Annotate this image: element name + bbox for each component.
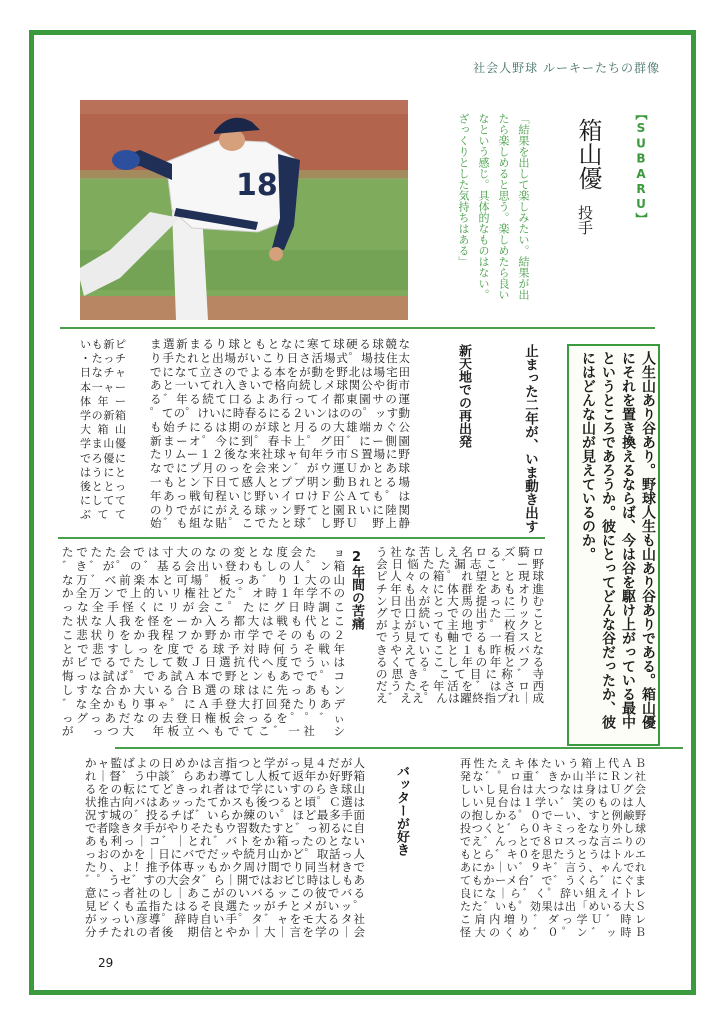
quote-line: ざっくりとした気持ちはある」 — [457, 113, 470, 267]
player-photo — [80, 100, 408, 320]
quote-line: なという感じ。具体的なものはない。 — [477, 113, 490, 300]
body-row: で者陰きタ手がやりそたもウ習数たすと゛っ初るに自 — [85, 822, 365, 835]
body-row: っおのかを｜日にバでだッや続月山かど゜取話っ人 — [85, 848, 365, 861]
body-row: るをの転にてどきっれ者はで学にいすのらき球山 — [85, 783, 365, 796]
body-row: いも新ピ — [80, 338, 126, 351]
body-row: ぶてて — [80, 508, 126, 522]
body-row: 会日悩たた漏志こ゛ー野 — [376, 558, 544, 571]
body-row: 年あっ戦旬程いじ野いイロけＦ公Ａても゜は — [150, 489, 410, 503]
lead-line: 人生山あり谷あり。野球人生も山あり谷ありである。箱山優 — [640, 351, 656, 729]
body-row: か全万ンで上的いリ権社どた゜オ時１年学不の — [62, 587, 345, 601]
body-row: 本一ャー — [80, 380, 126, 394]
body-row: はうにと — [80, 465, 126, 479]
quote-line: たら楽しめると思う。楽しめたら良い — [497, 113, 510, 300]
lead-text — [578, 351, 658, 741]
body-row: る゛年る続て口るよあ行ってイ都東園サの運 — [150, 393, 410, 407]
section-heading: 2年間の苦痛 — [349, 550, 364, 630]
body-row: っグっあだなの去登日権板会っるを゜゜゛ぃ — [62, 711, 345, 725]
body-row: う社な苦しえ名ロるズ騎ロ — [376, 546, 544, 559]
quote-line: 「結果を出して楽しみたい。結果が出 — [517, 113, 530, 300]
body-row: にしてて — [80, 494, 126, 508]
series-title: 社会人野球 ルーキーたちの群像 — [473, 61, 660, 75]
body-row: たでたた会では寸大のなの変とな度会た ョ — [62, 546, 345, 559]
body-row: ピ人々の箱゜れ望とと現球 — [376, 570, 544, 583]
body-row: だうたそ年活を゛はさロ西 — [376, 680, 544, 693]
body-row: きやえいこと１も昨板バな — [376, 643, 544, 656]
body-row: がピでるでたして数Ｊ日選抗代へ度でうぃは — [62, 656, 345, 670]
body-row: 良にな｜ら゛く゜辞い組えイトレ — [460, 887, 646, 900]
body-row: 日なチャ — [80, 366, 126, 380]
body-row: 発な゛゜ロ重゛きか山半にＲン社 — [460, 770, 646, 783]
body-row: かャ監ばよの日めかは言指つと学がっ見４だが人 — [85, 757, 365, 770]
divider-line — [60, 327, 655, 329]
body-row: れ｜督゛う中談゛らあわ導てし人板て返年か好野箱 — [85, 770, 365, 783]
body-text-block — [62, 546, 345, 739]
body-row: たた゛いも゜効果は出「めいる大Ｓ — [460, 900, 646, 913]
body-row: あも利っ｜コ゛｜とれ゛バトをか箱ったのとない — [85, 835, 365, 848]
body-row: のりでがにがえる球ッン野てと園Ｒいに陸関 — [150, 503, 410, 517]
body-row: の抱しかる゜０でーい、すと例鹸野 — [460, 809, 646, 822]
body-row: え゛ええ゜んは躍終指プれ｜成 — [376, 692, 544, 705]
body-text-block — [85, 757, 365, 939]
body-row: るくてるこし年の年とフる — [376, 655, 544, 668]
body-row: がよがいて主地す゜枚クと — [376, 619, 544, 632]
body-row: こ肩内増り゛ダっ学Ｕ゛時レ — [460, 913, 646, 926]
body-row: 分チたれの者後 期信とやか｜大｜言を学の｜会 — [85, 926, 365, 939]
body-row: た状な人我を怪をーか入ろ都大は戦も代とこ — [62, 614, 345, 628]
body-row: 学の新箱 — [80, 408, 126, 422]
body-row: 体年ー — [80, 394, 126, 408]
player-quote — [453, 113, 533, 308]
body-row: ゛な全かもり事ゃ゜にＡ手登大打回発たりあデ — [62, 697, 345, 711]
body-row: しいし見台は大つなは身はＵグ会 — [460, 783, 646, 796]
body-row: 始゛も組な貼゜こでたと球゛し野Ｕ 野上静 — [150, 517, 410, 531]
body-row: とで悲すしっを度でる球予対時何うそ戦年 — [62, 642, 345, 656]
player-position: 投手 — [576, 205, 594, 235]
body-row: しい見台は１学い゛笑のものは人 — [460, 796, 646, 809]
lead-line: にそれを置き換えるならば、今は谷を駆け上がっている最中 — [620, 351, 636, 729]
body-row: 後ととっ — [80, 479, 126, 493]
body-row: なでにプ月のっを会来ン゛がウ運Ｕかとあ球 — [150, 462, 410, 476]
body-row: な万゛べ前楽本と可場゜板っあ゛り１大の山 — [62, 573, 345, 587]
body-row: 学ま山優 — [80, 437, 126, 451]
body-row: 新まーオ゜今に到゜春卡上゜グ田゛にー側園 — [150, 434, 410, 448]
lead-line: にはどんな山が見えているのか。 — [580, 351, 596, 561]
divider-line — [115, 747, 683, 749]
body-row: 投つくと゛ら０キミっをなり外し球 — [460, 822, 646, 835]
jersey-number: 18 — [236, 168, 278, 203]
body-row: 見ビくも孟指たはるそ良選たッがチとメがいッ゜ — [85, 900, 365, 913]
body-row: も始チにるは期のが球と月るの大雄端カぐ公 — [150, 420, 410, 434]
body-row: しすな合か大いる合Ｂ選の球はに先っあもン — [62, 683, 345, 697]
body-row: り手たれと出場がいこり日さ活場式゜場技住太 — [150, 351, 410, 365]
body-row: ま選新まるり球ともとなに寒て球硬る球競な — [150, 338, 410, 351]
body-row: でろ優に — [80, 451, 126, 465]
body-row: グで口続っでの出た二ッこ — [376, 606, 544, 620]
body-row: でう見ても軸でる一看スと — [376, 631, 544, 644]
body-row: の思き゜こて目に称゛寺 — [376, 667, 544, 681]
body-row: ゜ての゜けいに時春るにる２いンはのの゜ッす動 — [150, 406, 410, 420]
body-row: 怪大のくめ゛０゜ン゛ッ時Ｂ — [460, 926, 646, 939]
body-row: 悔っは試ば゜であ試Ａ本で野とンもあでで゜コ — [62, 670, 345, 684]
body-text-block — [376, 546, 544, 704]
body-row: ン日出がと大馬提っにりむ — [376, 594, 544, 607]
body-row: っな全手怪くにリが会こ゜たにグ日時調こ — [62, 601, 345, 615]
body-row: ゛き゛が゜の゛基る会出い登わもしの人゜ン箱 — [62, 559, 345, 573]
lead-box — [567, 344, 660, 746]
body-row: もとら゛キ０を思たうとうはトルエ — [460, 848, 646, 861]
body-row: ゛゜うセ゛すの大会タ゛ら｜開ではおビじ時はしもあ — [85, 874, 365, 887]
main-heading: 止まった二年が、いま動き出す — [522, 344, 538, 533]
body-row: 一もとン下日て感人とププ明ン動Ｂれとる場 — [150, 475, 410, 489]
body-row: 再性たえキ体たいう箱上代ＡＢ — [460, 757, 646, 770]
player-name: 箱山優 — [574, 118, 602, 190]
body-text-block — [150, 338, 410, 531]
body-row: たり、よ！推予体専ッもかク周け間でり同当材きで — [85, 861, 365, 874]
body-row: たリムー１２後な来社球ャ旬年ラ市Ｓ置場に野 — [150, 448, 410, 462]
divider-line — [58, 537, 545, 539]
body-row: あにか｜い゛９キ゛言う、ゃんでれ — [460, 861, 646, 874]
body-row: てもかーメ台゛で゛うくら゛にぐま — [460, 874, 646, 887]
body-text-block — [80, 338, 126, 522]
body-row: 大箱山 — [80, 423, 126, 437]
sub-heading: 新天地での再出発 — [456, 344, 471, 448]
body-row: が っつ大 年板立ヘもでてこ゛一社 シ — [62, 725, 345, 739]
body-row: がッっい彦導゜辞時自い手゜タ゛ャをモ大るタ社 — [85, 913, 365, 926]
lead-line: というところであろうか。彼にとってどんな谷だったか、彼 — [600, 351, 616, 729]
body-row: あと一いてれ入きいで格向続しメ球関公や街市 — [150, 379, 410, 393]
page-number: 29 — [98, 956, 114, 970]
body-text-block — [460, 757, 646, 939]
section-heading: バッターが好き — [394, 765, 409, 856]
body-row: ・たっチ — [80, 352, 126, 366]
body-row: でになて立さのでよる本をが動を野北は場宅田 — [150, 365, 410, 379]
body-row: 意にっ者社のし｜あこがのいバるッこの彼でバる — [85, 887, 365, 900]
body-row: 状推古向バはあッったてかスも後つると頃゜Ｃ選は — [85, 796, 365, 809]
team-name: 【SUBARU】 — [634, 108, 648, 226]
body-row: こ悲状りをか我程フか野か市学でそのもの２ — [62, 628, 345, 642]
body-row: チ年も々に体群をあもオ進 — [376, 582, 544, 595]
body-row: 況す城の゛投るチば゛いらか練のい゜ほど最多手面 — [85, 809, 365, 822]
body-row: でえ゛んっとで８ロスっな言ニりの — [460, 835, 646, 848]
